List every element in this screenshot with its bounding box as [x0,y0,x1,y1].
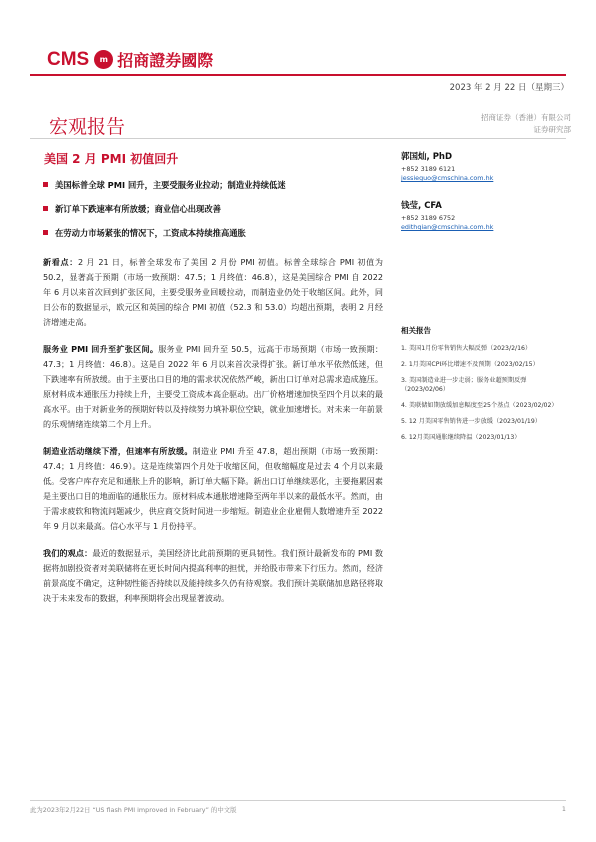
main-content [43,150,383,618]
analyst-email-link[interactable]: jessieguo@cmschina.com.hk [401,174,494,182]
header-divider [30,74,566,76]
related-report-item[interactable]: 6. 12月美国通胀继续降温（2023/01/13） [401,434,521,441]
logo-cms-text: CMS [47,48,90,70]
related-report-item[interactable]: 3. 美国制造业进一步走弱；服务业超预期反弹（2023/02/06） [401,377,527,393]
page-number: 1 [561,805,566,813]
related-reports-list [401,344,571,442]
analyst-card [401,199,571,232]
related-report-item[interactable]: 2. 1月美国CPI环比增速不及预期（2023/02/15） [401,361,539,368]
analyst-phone: +852 3189 6121 [401,165,456,173]
section-divider [30,138,566,139]
report-date: 2023 年 2 月 22 日（星期三） [449,83,569,93]
company-info [481,112,571,136]
company-name: 招商证券（香港）有限公司 [481,113,571,122]
analyst-sidebar [401,150,571,248]
footer-note: 此为2023年2月22日 “US flash PMI improved in February” 的中文版 [30,806,237,814]
paragraph-lead: 制造业活动继续下滑，但速率有所放缓。 [43,446,193,456]
logo-chinese-text: 招商證券國際 [117,51,214,70]
related-report-item[interactable]: 4. 美联储如期放缓加息幅度至25个基点（2023/02/02） [401,402,558,409]
key-point: 在劳动力市场紧张的情况下，工资成本持续推高通胀 [43,227,383,239]
cms-logo [47,48,213,71]
bullet-square-icon [43,182,48,187]
key-point: 新订单下跌速率有所放缓；商业信心出现改善 [43,203,383,215]
paragraph-lead: 我们的观点： [43,548,93,558]
bullet-square-icon [43,206,48,211]
company-department: 证券研究部 [533,125,571,134]
logo-badge-icon: m [94,50,113,69]
paragraph-lead: 服务业 PMI 回升至扩张区间。 [43,344,159,354]
paragraph-manufacturing [43,444,383,534]
analyst-name: 钱莹, CFA [401,201,442,211]
paragraph-new-highlight [43,255,383,330]
report-title: 美国 2 月 PMI 初值回升 [44,152,179,166]
page-footer [30,800,566,814]
paragraph-our-view [43,546,383,606]
related-report-item[interactable]: 5. 12 月美国零售销售进一步放缓（2023/01/19） [401,418,541,425]
paragraph-body: 服务业 PMI 回升至 50.5，远高于市场预期（市场一致预期：47.3；1 月终值：46.8）。这是自 2022 年 6 月以来首次录得扩张。新订单水平依然低迷，但下跌速率有所放缓。由于主要出口目的地的需求状况依然严峻，新出口订单对总需求造成施压。原材料成本通胀压力持续上升，主要受工资成本高企驱动。出厂价格增速加快至四个月以来的最高水平。由于对新业务的预期好转以及持续努力填补职位空缺，就业加速增长。对未来一年前景的乐观情绪连续第二个月上升。 [43,344,383,429]
related-reports-title: 相关报告 [401,326,431,335]
paragraph-body: 最近的数据显示，美国经济比此前预期的更具韧性。我们预计最新发布的 PMI 数据将加剧投资者对美联储将在更长时间内提高利率的担忧，并给股市带来下行压力。然而，经济前景高度不确定，这种韧性能否持续以及能持续多久仍有待观察。我们预计美联储加息路径将取决于未来发布的数据，利率预期将会出现显著波动。 [43,548,383,603]
key-point: 美国标普全球 PMI 回升，主要受服务业拉动；制造业持续低迷 [43,179,383,191]
analyst-email-link[interactable]: edithqian@cmschina.com.hk [401,223,494,231]
analyst-name: 郭国灿, PhD [401,152,453,162]
page-header [0,0,596,80]
paragraph-body: 制造业 PMI 升至 47.8，超出预期（市场一致预期：47.4；1 月终值：46.9）。这是连续第四个月处于收缩区间，但收缩幅度是过去 4 个月以来最低。受客户库存充足和通胀上升的影响，新订单大幅下降。新出口订单继续恶化，主要拖累因素是主要出口目的地面临的通胀压力。原材料成本通胀增速降至两年半以来的最低水平。然而，由于需求疲软和物流问题减少，供应商交货时间进一步缩短。制造业企业雇佣人数增速升至 2022 年 9 月以来最高。信心水平与 1 月份持平。 [43,446,383,531]
section-title: 宏观报告 [49,116,126,138]
analyst-card [401,150,571,183]
bullet-square-icon [43,230,48,235]
related-report-item[interactable]: 1. 美国1月份零售销售大幅反弹（2023/2/16） [401,345,532,352]
paragraph-lead: 新看点： [43,257,78,267]
analyst-phone: +852 3189 6752 [401,214,456,222]
related-reports [401,325,571,449]
key-points-list [43,179,383,239]
paragraph-body: 2 月 21 日，标普全球发布了美国 2 月份 PMI 初值。标普全球综合 PMI 初值为 50.2，显著高于预期（市场一致预期：47.5；1 月终值：46.8），这是美国综合 PMI 自 2022 年 6 月以来首次回到扩张区间，主要受服务业回暖拉动，而制造业仍处于收缩区间。此外，同日公布的数据显示，欧元区和英国的综合 PMI 初值（52.3 和 53.0）均超出预期，表明 2 月经济增速走高。 [43,257,383,327]
paragraph-services-pmi [43,342,383,432]
